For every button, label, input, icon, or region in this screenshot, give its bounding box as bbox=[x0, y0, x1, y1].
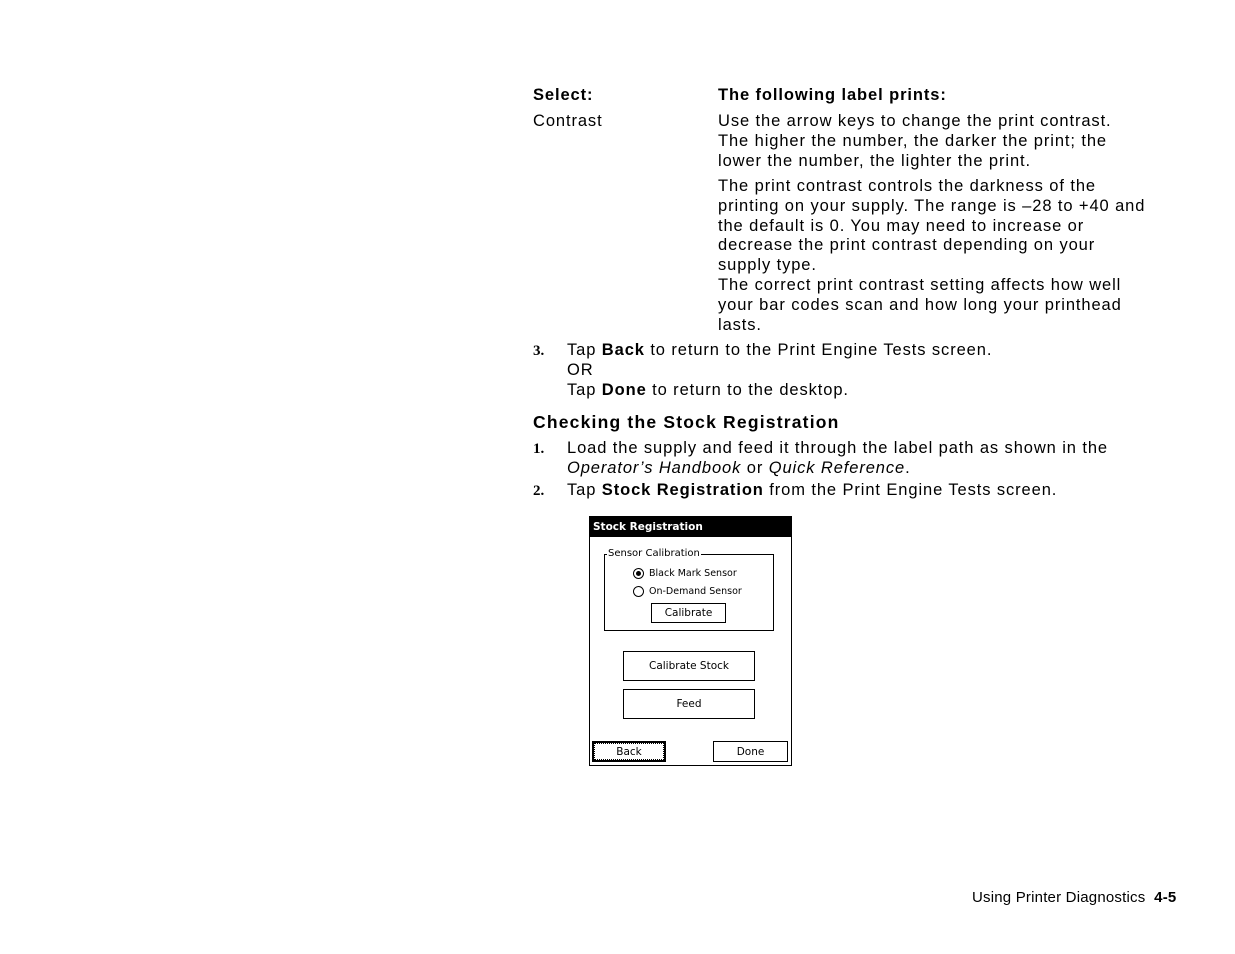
step1-or: or bbox=[741, 458, 769, 477]
black-mark-sensor-label: Black Mark Sensor bbox=[649, 567, 737, 579]
quick-reference-ref: Quick Reference bbox=[768, 458, 906, 477]
step-number: 1. bbox=[533, 441, 545, 457]
contrast-label: Contrast bbox=[533, 112, 603, 130]
radio-selected-icon[interactable] bbox=[633, 568, 644, 579]
contrast-description bbox=[718, 112, 1112, 171]
step3-rest: to return to the Print Engine Tests screen. bbox=[644, 341, 993, 359]
select-header: Select: bbox=[533, 86, 594, 104]
step1-line: Load the supply and feed it through the label path as shown in the bbox=[567, 439, 1109, 457]
step3-done-term: Done bbox=[601, 380, 647, 399]
step3-back-term: Back bbox=[601, 341, 645, 359]
step1-line bbox=[567, 459, 1108, 479]
step3-or: OR bbox=[567, 360, 594, 379]
calibrate-stock-button[interactable]: Calibrate Stock bbox=[623, 651, 755, 681]
desc-line: Use the arrow keys to change the print contrast. bbox=[718, 112, 1112, 130]
para-line: printing on your supply. The range is –28 to +40 and bbox=[718, 196, 1146, 215]
step2-rest: from the Print Engine Tests screen. bbox=[763, 481, 1058, 499]
done-button[interactable]: Done bbox=[713, 741, 788, 762]
calibrate-button[interactable]: Calibrate bbox=[651, 603, 726, 623]
black-mark-sensor-option[interactable] bbox=[633, 566, 737, 580]
step3-line bbox=[567, 381, 992, 401]
step3-line bbox=[567, 341, 992, 361]
page-number: 4-5 bbox=[1154, 889, 1177, 906]
page-footer bbox=[972, 889, 1176, 906]
step2-tap: Tap bbox=[567, 481, 602, 499]
para-line: your bar codes scan and how long your printhead bbox=[718, 295, 1122, 314]
para-line: supply type. bbox=[718, 256, 817, 275]
on-demand-sensor-option[interactable] bbox=[633, 584, 742, 598]
para-line: The print contrast controls the darkness of the bbox=[718, 177, 1096, 195]
footer-text: Using Printer Diagnostics bbox=[972, 889, 1146, 906]
prints-header: The following label prints: bbox=[718, 86, 947, 104]
radio-unselected-icon[interactable] bbox=[633, 586, 644, 597]
step-number: 2. bbox=[533, 483, 545, 499]
step-number: 3. bbox=[533, 343, 545, 359]
step3-tap: Tap bbox=[567, 380, 602, 399]
on-demand-sensor-label: On-Demand Sensor bbox=[649, 585, 742, 597]
sensor-calibration-group bbox=[604, 548, 774, 631]
desc-line: The higher the number, the darker the print; the bbox=[718, 131, 1107, 150]
para-line: decrease the print contrast depending on your bbox=[718, 236, 1096, 255]
para-line: lasts. bbox=[718, 315, 762, 334]
stock-registration-dialog bbox=[589, 516, 792, 766]
step2-term: Stock Registration bbox=[601, 481, 764, 499]
step3-rest: to return to the desktop. bbox=[646, 380, 849, 399]
feed-button[interactable]: Feed bbox=[623, 689, 755, 719]
para-line: the default is 0. You may need to increase or bbox=[718, 216, 1085, 235]
step1-period: . bbox=[905, 458, 911, 477]
step2-text bbox=[567, 481, 1057, 501]
sensor-calibration-label: Sensor Calibration bbox=[608, 548, 700, 559]
step3-text bbox=[567, 341, 992, 400]
step3-tap: Tap bbox=[567, 341, 602, 359]
desc-line: lower the number, the lighter the print. bbox=[718, 151, 1031, 170]
operators-handbook-ref: Operator’s Handbook bbox=[567, 458, 742, 477]
section-heading: Checking the Stock Registration bbox=[533, 412, 840, 432]
para-line: The correct print contrast setting affects how well bbox=[718, 275, 1122, 294]
step1-text bbox=[567, 439, 1108, 479]
dialog-title: Stock Registration bbox=[590, 517, 791, 537]
contrast-paragraph bbox=[718, 177, 1145, 335]
back-button[interactable]: Back bbox=[592, 741, 666, 762]
